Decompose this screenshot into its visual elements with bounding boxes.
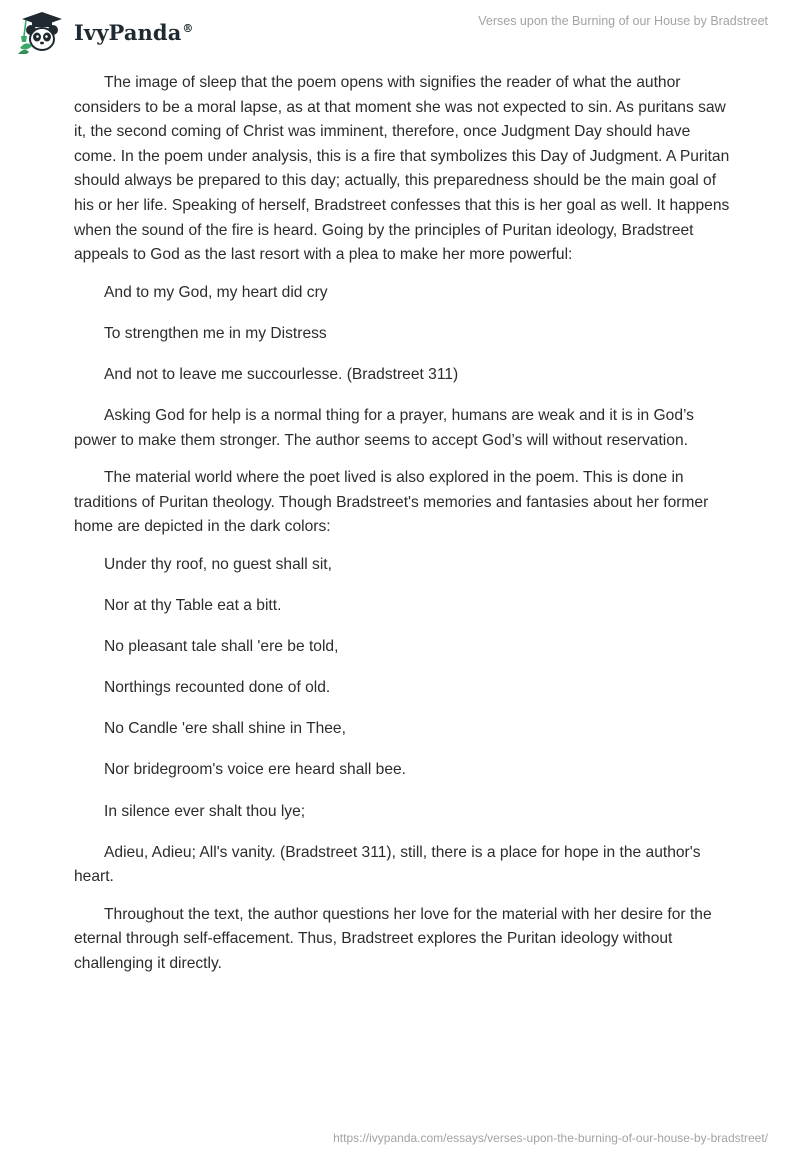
verse-line: Under thy roof, no guest shall sit,: [104, 556, 332, 573]
paragraph: Adieu, Adieu; All's vanity. (Bradstreet 311), still, there is a place for hope in the author's heart.: [74, 843, 701, 886]
source-url[interactable]: https://ivypanda.com/essays/verses-upon-the-burning-of-our-house-by-bradstreet/: [333, 1131, 768, 1145]
paragraph: Asking God for help is a normal thing for a prayer, humans are weak and it is in God’s power to make them stronger. The author seems to accept God’s will without reservation.: [74, 407, 694, 449]
verse-line: Northings recounted done of old.: [104, 679, 331, 697]
paragraph: Throughout the text, the author questions her love for the material with her desire for the eternal through self-effacement. Thus, Bradstreet explores the Puritan ideology without challenging it directly.: [74, 905, 712, 973]
verse-line: Nor at thy Table eat a bitt.: [104, 597, 282, 615]
panda-graduate-icon: [16, 10, 68, 54]
paragraph: The image of sleep that the poem opens with signifies the reader of what the author considers to be a moral lapse, as at that moment she was not expected to sin. As puritans saw it, the second coming of Christ was imminent, therefore, once Judgment Day should have come. In the poem under analysis, this is a fire that symbolizes this Day of Judgment. A Puritan should always be prepared to this day; actually, this preparedness should be the main goal of his or her life. Speaking of herself, Bradstreet confesses that this is her goal as well. It happens when the sound of the fire is heard. Going by the principles of Puritan ideology, Bradstreet appeals to God as the last resort with a plea to make her more powerful:: [74, 74, 730, 264]
verse-line: And not to leave me succourlesse. (Bradstreet 311): [104, 365, 459, 383]
brand-name: IvyPanda®: [74, 19, 194, 45]
document-title: Verses upon the Burning of our House by Bradstreet: [478, 14, 768, 28]
verse-line: Nor bridegroom's voice ere heard shall bee.: [104, 761, 407, 779]
verse-line: To strengthen me in my Distress: [104, 324, 327, 342]
verse-line: No Candle 'ere shall shine in Thee,: [104, 720, 346, 738]
page-header: [0, 0, 800, 60]
ivypanda-logo[interactable]: [16, 10, 194, 54]
paragraph: The material world where the poet lived is also explored in the poem. This is done in traditions of Puritan theology. Though Bradstreet's memories and fantasies about her former home are depicted in the dark colors:: [74, 469, 709, 536]
essay-body: [74, 71, 730, 990]
verse-line: No pleasant tale shall 'ere be told,: [104, 638, 339, 656]
registered-mark: ®: [182, 21, 194, 35]
verse-line: In silence ever shalt thou lye;: [104, 802, 306, 820]
verse-line: And to my God, my heart did cry: [104, 283, 328, 301]
